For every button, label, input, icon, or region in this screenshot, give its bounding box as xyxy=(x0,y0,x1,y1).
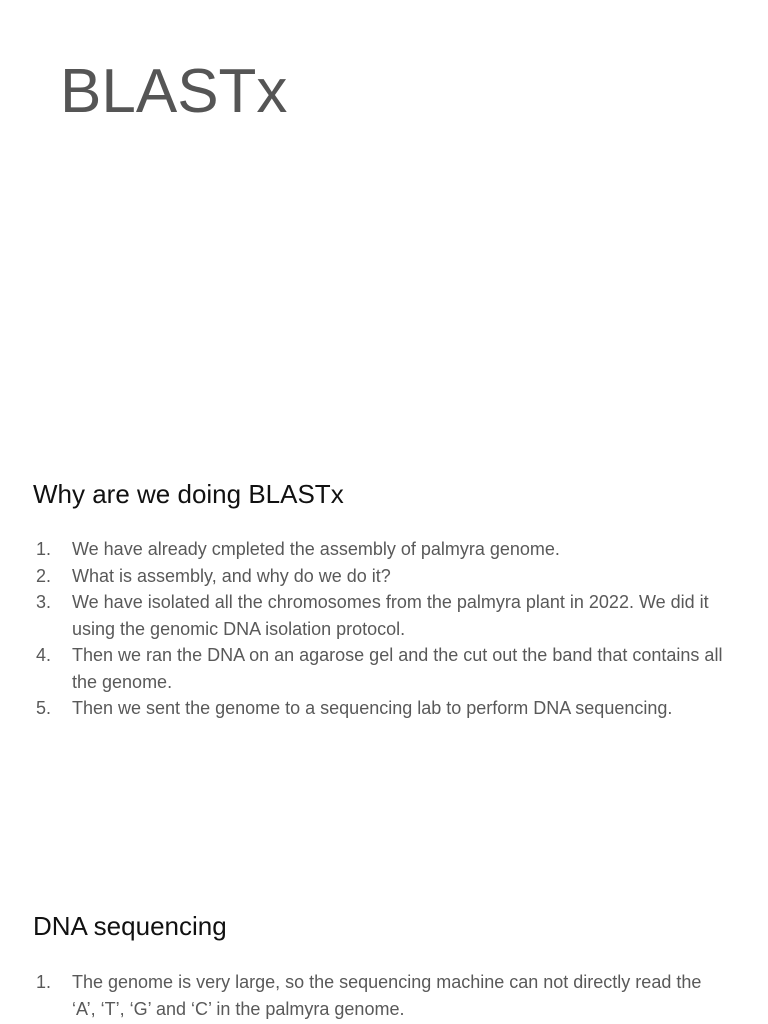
list-item xyxy=(0,589,768,642)
list-number: 1. xyxy=(36,539,52,559)
section-heading-why-blastx: Why are we doing BLASTx xyxy=(33,479,344,509)
list-item-text: We have already cmpleted the assembly of palmyra genome. xyxy=(72,539,560,559)
why-blastx-list xyxy=(0,536,768,722)
list-number: 2. xyxy=(36,565,52,586)
page-title: BLASTx xyxy=(60,57,288,126)
list-item-text: The genome is very large, so the sequencing machine can not directly read the ‘A’, ‘T’, ‘G’ and ‘C’ in the palmyra genome. xyxy=(72,972,702,1019)
dna-sequencing-list xyxy=(0,969,768,1022)
list-item-text: What is assembly, and why do we do it? xyxy=(72,565,391,586)
list-item xyxy=(0,695,768,722)
list-item-text: We have isolated all the chromosomes from the palmyra plant in 2022. We did it using the genomic DNA isolation protocol. xyxy=(72,592,709,639)
list-item xyxy=(0,969,768,1022)
list-number: 1. xyxy=(36,972,52,992)
list-item-text: Then we ran the DNA on an agarose gel and the cut out the band that contains all the genome. xyxy=(72,645,723,692)
section-heading-dna-sequencing: DNA sequencing xyxy=(33,911,227,941)
list-number: 4. xyxy=(36,645,52,665)
list-item xyxy=(0,642,768,695)
list-item-text: Then we sent the genome to a sequencing lab to perform DNA sequencing. xyxy=(72,698,673,718)
list-item xyxy=(0,536,768,563)
list-number: 3. xyxy=(36,592,52,612)
list-item xyxy=(0,563,768,590)
list-number: 5. xyxy=(36,698,52,718)
